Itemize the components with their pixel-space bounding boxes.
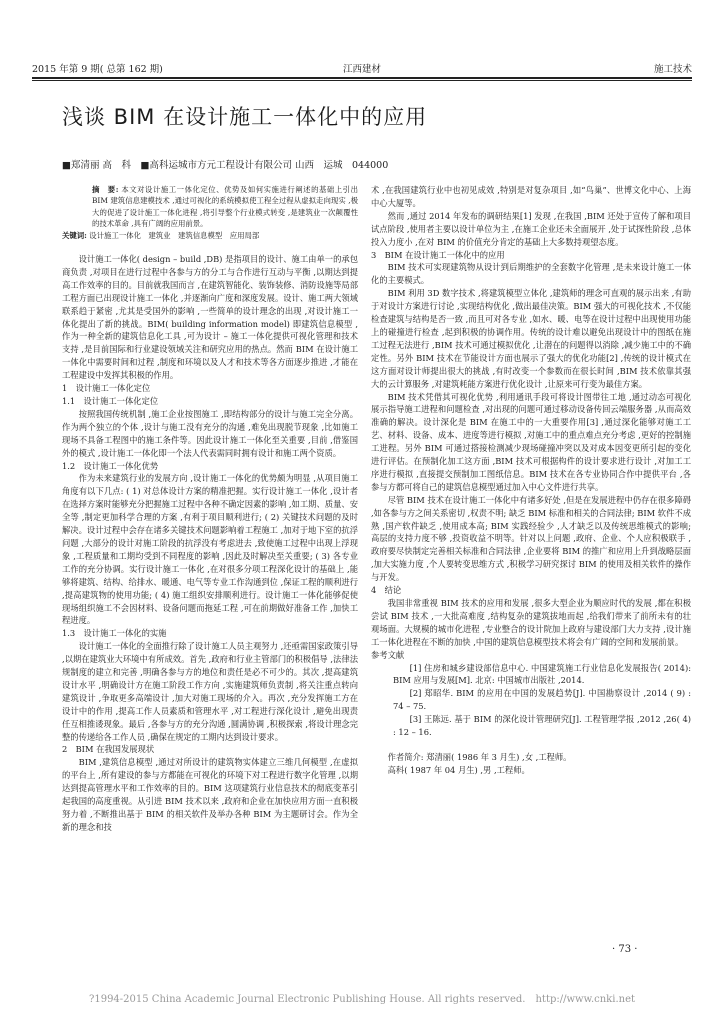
- issue-info: 2015 年第 9 期( 总第 162 期): [32, 64, 163, 75]
- keywords: [62, 230, 358, 241]
- section-name: 施工技术: [653, 64, 692, 75]
- abstract: [62, 184, 358, 230]
- keywords-text: 设计施工一体化 建筑业 建筑信息模型 应用局部: [89, 230, 260, 240]
- running-header: [32, 61, 692, 75]
- page-number: · 73 ·: [612, 944, 638, 955]
- reference-item: [2] 郑昭华. BIM 的应用在中国的发展趋势[J]. 中国勘察设计 ,2014 ( 9) : 74 – 75.: [393, 688, 691, 712]
- paragraph: BIM 技术凭借其可视化优势 ,利用通讯手段可将设计图带往工地 ,通过动态可视化展示指导施工进程和问题检查 ,对出现的问题可通过移动设备传回云端服务器 ,从而高效准确的解决。设计深化是 BIM 在施工中的一大重要作用[3] ,通过深化能够对施工工艺、材料、设备、成本、进度等进行模拟 ,对施工中的重点难点充分考虑 ,更好的控制施工进程。另外 BIM 可通过搭接检测减少现场碰撞冲突以及对成本因变更所引起的变化进行评估。在预制化加工这方面 ,BIM 技术可根据构件的设计要求进行设计 ,对加工工序进行模拟 ,直接提交预制加工图纸信息。BIM 技术在各专业协同合作中提供平台 ,各参与方都可将自己的建筑信息模型通过加入中心文件进行共享。: [371, 391, 691, 492]
- paragraph: 作为未来建筑行业的发展方向 ,设计施工一体化的优势颇为明显 ,从项目施工角度有以下几点: ( 1) 对总体设计方案的精准把握。实行设计施工一体化 ,设计者在选择方案时能够充分把握施工过程中各种不确定因素的影响 ,如工期、质量、安全等 ,制定更加科学合理的方案 ,有利于项目顺利进行; ( 2) 关键技术问题的及时解决。设计过程中会存在诸多关键技术问题影响着工程施工 ,加对于地下室的抗浮问题 ,大部分的设计对施工阶段的抗浮没有考虑进去 ,致使施工过程中出现上浮现象 ,工程质量和工期均受到不同程度的影响 ,因此及时解决至关重要; ( 3) 各专业工作的充分协调。实行设计施工一体化 ,在对很多分项工程深化设计的基础上 ,能够将建筑、结构、给排水、暖通、电气等专业工作沟通到位 ,保证工程的顺利进行 ,提高建筑物的使用功能; ( 4) 施工组织安排顺利进行。设计施工一体化能够促使现场组织施工不会因材料、设备问题而拖延工程 ,可在前期做好准备工作 ,加快工程进度。: [62, 473, 358, 626]
- header-rule: [32, 77, 692, 79]
- journal-name: 江西建材: [342, 64, 381, 75]
- references-heading: 参考文献: [371, 649, 405, 660]
- paragraph: BIM 技术可实现建筑物从设计到后期维护的全套数字化管理 ,是未来设计施工一体化的主要模式。: [371, 262, 691, 286]
- author-line: ■郑清丽 高 科 ■高科运城市方元工程设计有限公司 山西 运城 044000: [62, 160, 389, 171]
- left-column: [62, 184, 358, 834]
- abstract-text: 本文对设计施工一体化定位、优势及如何实施进行阐述的基础上引出 BIM 建筑信息建模技术 ,通过可视化的系统模拟使工程全过程从虚拟走向现实 ,极大的促进了设计施工一体化进程 ,将引导整个行业模式转变 ,是建筑业一次颠覆性的技术革命 ,具有广阔的应用前景。: [92, 185, 358, 229]
- paragraph: BIM ,建筑信息模型 ,通过对所设计的建筑物实体建立三维几何模型 ,在虚拟的平台上 ,所有建设的参与方都能在可视化的环境下对工程进行数字化管理 ,以期达到提高管理水平和工作效率的目的。BIM 这项建筑行业信息技术的彻底变革引起我国的高度重视。从引进 BIM 技术以来 ,政府和企业在加快应用方面一直积极努力着 ,不断推出基于 BIM 的相关软件及举办各种 BIM 为主题研讨会。作为全新的理念和技: [62, 757, 358, 832]
- keywords-label: 关键词:: [62, 230, 87, 240]
- paragraph: 尽管 BIM 技术在设计施工一体化中有诸多好处 ,但是在发展进程中仍存在很多障碍 ,如各参与方之间关系密切 ,权责不明; 缺乏 BIM 标准和相关的合同法律; BIM 软件不成熟 ,国产软件缺乏 ,使用成本高; BIM 实践经验少 ,人才缺乏以及传统思维模式的影响; 高层的支持力度不够 ,投资收益不明等。针对以上问题 ,政府、企业、个人应积极联手 ,政府要尽快制定完善相关标准和合同法律 ,企业要将 BIM 的推广和应用上升到战略层面 ,加大实施力度 ,个人要转变思维方式 ,积极学习研究探讨 BIM 的使用及相关软件的操作与开发。: [371, 494, 691, 583]
- paragraph: 按照我国传统机制 ,施工企业按图施工 ,即结构部分的设计与施工完全分离。作为两个独立的个体 ,设计与施工没有充分的沟通 ,难免出现脱节现象 ,比如施工现场不具备工程图中的施工条件等。因此设计施工一体化至关重要 ,目前 ,借鉴国外的模式 ,设计施工一体化即一个法人代表需同时拥有设计和施工两个资质。: [62, 408, 358, 458]
- abstract-label: 摘 要:: [92, 185, 119, 194]
- subsection-heading: 1.1 设计施工一体化定位: [62, 396, 159, 406]
- copyright-footer: ?1994-2015 China Academic Journal Electronic Publishing House. All rights reserved. http://www.cnki.net: [88, 994, 635, 1005]
- article-title: 浅谈 BIM 在设计施工一体化中的应用: [62, 105, 428, 129]
- paragraph: 设计施工一体化( design – build ,DB) 是指项目的设计、施工由单一的承包商负责 ,对项目在进行过程中各参与方的分工与合作进行互动与平衡 ,以期达到提高工作效率的目的。目前就我国而言 ,在建筑智能化、装饰装修、消防设施等局部工程方面已出现设计施工一体化 ,并逐渐向广度和深度发展。设计、施工两大领域联系趋于紧密 ,尤其是受国外的影响 ,一些简单的设计理念的出现 ,对设计施工一体化提出了新的挑战。BIM( building information model) 即建筑信息模型 ,作为一种全新的建筑信息化工具 ,可为设计 – 施工一体化提供可视化管理和技术支持 ,是目前国际和行业建设领域关注和研究应用的热点。然而 BIM 在设计施工一体化中需要时间和过程 ,制度和环境以及人才和技术等各方面逐步推进 ,才能在工程建设中发挥其积极的作用。: [62, 254, 358, 381]
- paragraph: 我国非常重视 BIM 技术的应用和发展 ,很多大型企业为顺应时代的发展 ,都在积极尝试 BIM 技术 ,一大批高难度 ,结构复杂的建筑拔地而起 ,给我们带来了前所未有的壮观场面。大规模的城市化进程 ,专业整合的设计院加上政府与建设部门大力支持 ,设计施工一体化进程在不断的加快 ,中国的建筑信息模型技术将会有广阔的空间和发展前景。: [371, 598, 691, 647]
- reference-item: [1] 住房和城乡建设部信息中心. 中国建筑施工行业信息化发展报告( 2014): BIM 应用与发展[M]. 北京: 中国城市出版社 ,2014.: [393, 662, 691, 686]
- subsection-heading: 1.3 设计施工一体化的实施: [62, 628, 167, 639]
- author-bio: 作者简介: 郑清丽( 1986 年 3 月生) ,女 ,工程师。: [387, 751, 572, 762]
- header-rule-thin: [32, 80, 692, 81]
- section-heading: 3 BIM 在设计施工一体化中的应用: [371, 249, 505, 260]
- section-heading: 4 结论: [371, 585, 402, 596]
- paragraph: 然而 ,通过 2014 年发布的调研结果[1] 发现 ,在我国 ,BIM 还处于宣传了解和项目试点阶段 ,使用者主要以设计单位为主 ,在施工企业还未全面展开 ,处于试探性阶段 ,总体投入力度小 ,在对 BIM 的价值充分肯定的基础上大多数持观望态度。: [371, 210, 691, 247]
- section-heading: 1 设计施工一体化定位: [62, 383, 151, 394]
- paragraph: BIM 利用 3D 数字技术 ,将建筑模型立体化 ,建筑师的理念可直观的展示出来 ,有助于对设计方案进行讨论 ,实现结构优化 ,做出最佳决策。BIM 强大的可视化技术 ,不仅能检查建筑与结构是否一致 ,而且可对各专业 ,如水、暖、电等在设计过程中出现使用功能上的碰撞进行检查 ,起到积极的协调作用。传统的设计难以避免出现设计中的图纸在施工过程无法进行 ,BIM 技术可通过模拟优化 ,让潜在的问题得以消除 ,减少施工中的不确定性。另外 BIM 技术在节能设计方面也展示了强大的优化功能[2] ,传统的设计模式在这方面对设计师提出很大的挑战 ,有时改变一个参数而在很长时间 ,BIM 技术依靠其强大的云计算服务 ,对建筑耗能方案进行优化设计 ,让原来可行变为最佳方案。: [371, 288, 691, 389]
- paragraph: 设计施工一体化的全面推行除了设计施工人员主观努力 ,还亟需国家政策引导 ,以期在建筑业大环境中有所成效。首先 ,政府和行业主管部门的积极倡导 ,法律法规制度的建立和完善 ,明确各参与方的地位和责任是必不可少的。其次 ,提高建筑设计水平 ,明确设计方在施工阶段工作方向 ,实施建筑师负责制 ,将关注重点转向建筑设计 ,争取更多高端设计 ,加大对施工现场的介入。再次 ,充分发挥施工方在设计中的作用 ,提高工作人员素质和管理水平 ,对工程进行深化设计 ,避免出现责任互相推诿现象。最后 ,各参与方的充分沟通 ,圆满协调 ,积极探索 ,将设计理念完整的传递给各工作人员 ,确保在规定的工期内达到设计要求。: [62, 641, 358, 742]
- section-heading: 2 BIM 在我国发展现状: [62, 744, 155, 755]
- author-bio: 高科( 1987 年 04 月生) ,男 ,工程师。: [387, 764, 530, 775]
- paragraph: 术 ,在我国建筑行业中也初见成效 ,特别是对复杂项目 ,如“鸟巢”、世博文化中心、上海中心大厦等。: [371, 185, 691, 208]
- subsection-heading: 1.2 设计施工一体化优势: [62, 460, 159, 471]
- reference-item: [3] 王陈远. 基于 BIM 的深化设计管理研究[J]. 工程管理学报 ,2012 ,26( 4) : 12 – 16.: [393, 714, 691, 738]
- right-column: [371, 184, 691, 777]
